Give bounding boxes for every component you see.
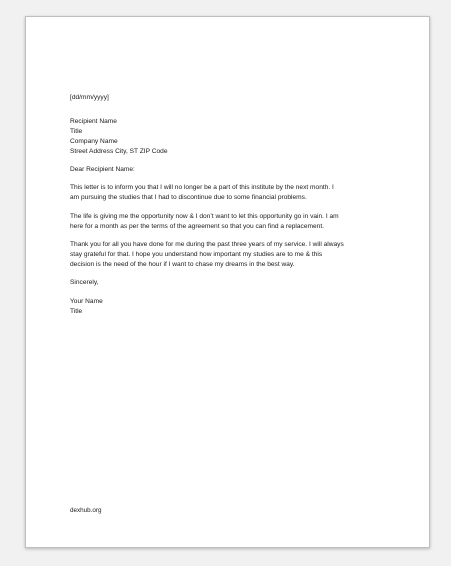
salutation: Dear Recipient Name:	[70, 166, 135, 174]
paragraph-line: here for a month as per the terms of the agreement so that you can find a replacement.	[70, 222, 325, 230]
paragraph-line: am pursuing the studies that I had to discontinue due to some financial problems.	[70, 194, 307, 202]
document-page	[25, 16, 430, 548]
recipient-name: Recipient Name	[70, 117, 117, 125]
signature-title: Title	[70, 307, 83, 315]
paragraph-line: Thank you for all you have done for me during the past three years of my service. I will always	[70, 241, 344, 249]
paragraph-line: This letter is to inform you that I will no longer be a part of this institute by the next month. I	[70, 184, 334, 192]
paragraph-3	[70, 240, 400, 270]
recipient-company: Company Name	[70, 137, 118, 145]
paragraph-line: stay grateful for that. I hope you understand how important my studies are to me & this	[70, 250, 323, 258]
signature-block	[70, 297, 400, 317]
footer-source: dexhub.org	[70, 507, 102, 514]
paragraph-line: The life is giving me the opportunity now & I don’t want to let this opportunity go in vain. I am	[70, 212, 339, 220]
recipient-address: Street Address City, ST ZIP Code	[70, 147, 168, 155]
paragraph-2	[70, 212, 400, 232]
closing: Sincerely,	[70, 279, 99, 287]
signature-name: Your Name	[70, 297, 103, 305]
recipient-title: Title	[70, 127, 83, 135]
letter-body	[70, 93, 400, 317]
paragraph-1	[70, 183, 400, 203]
recipient-block	[70, 117, 400, 157]
letter-date: [dd/mm/yyyy]	[70, 94, 109, 101]
paragraph-line: decision is the need of the hour if I want to chase my dreams in the best way.	[70, 260, 295, 268]
